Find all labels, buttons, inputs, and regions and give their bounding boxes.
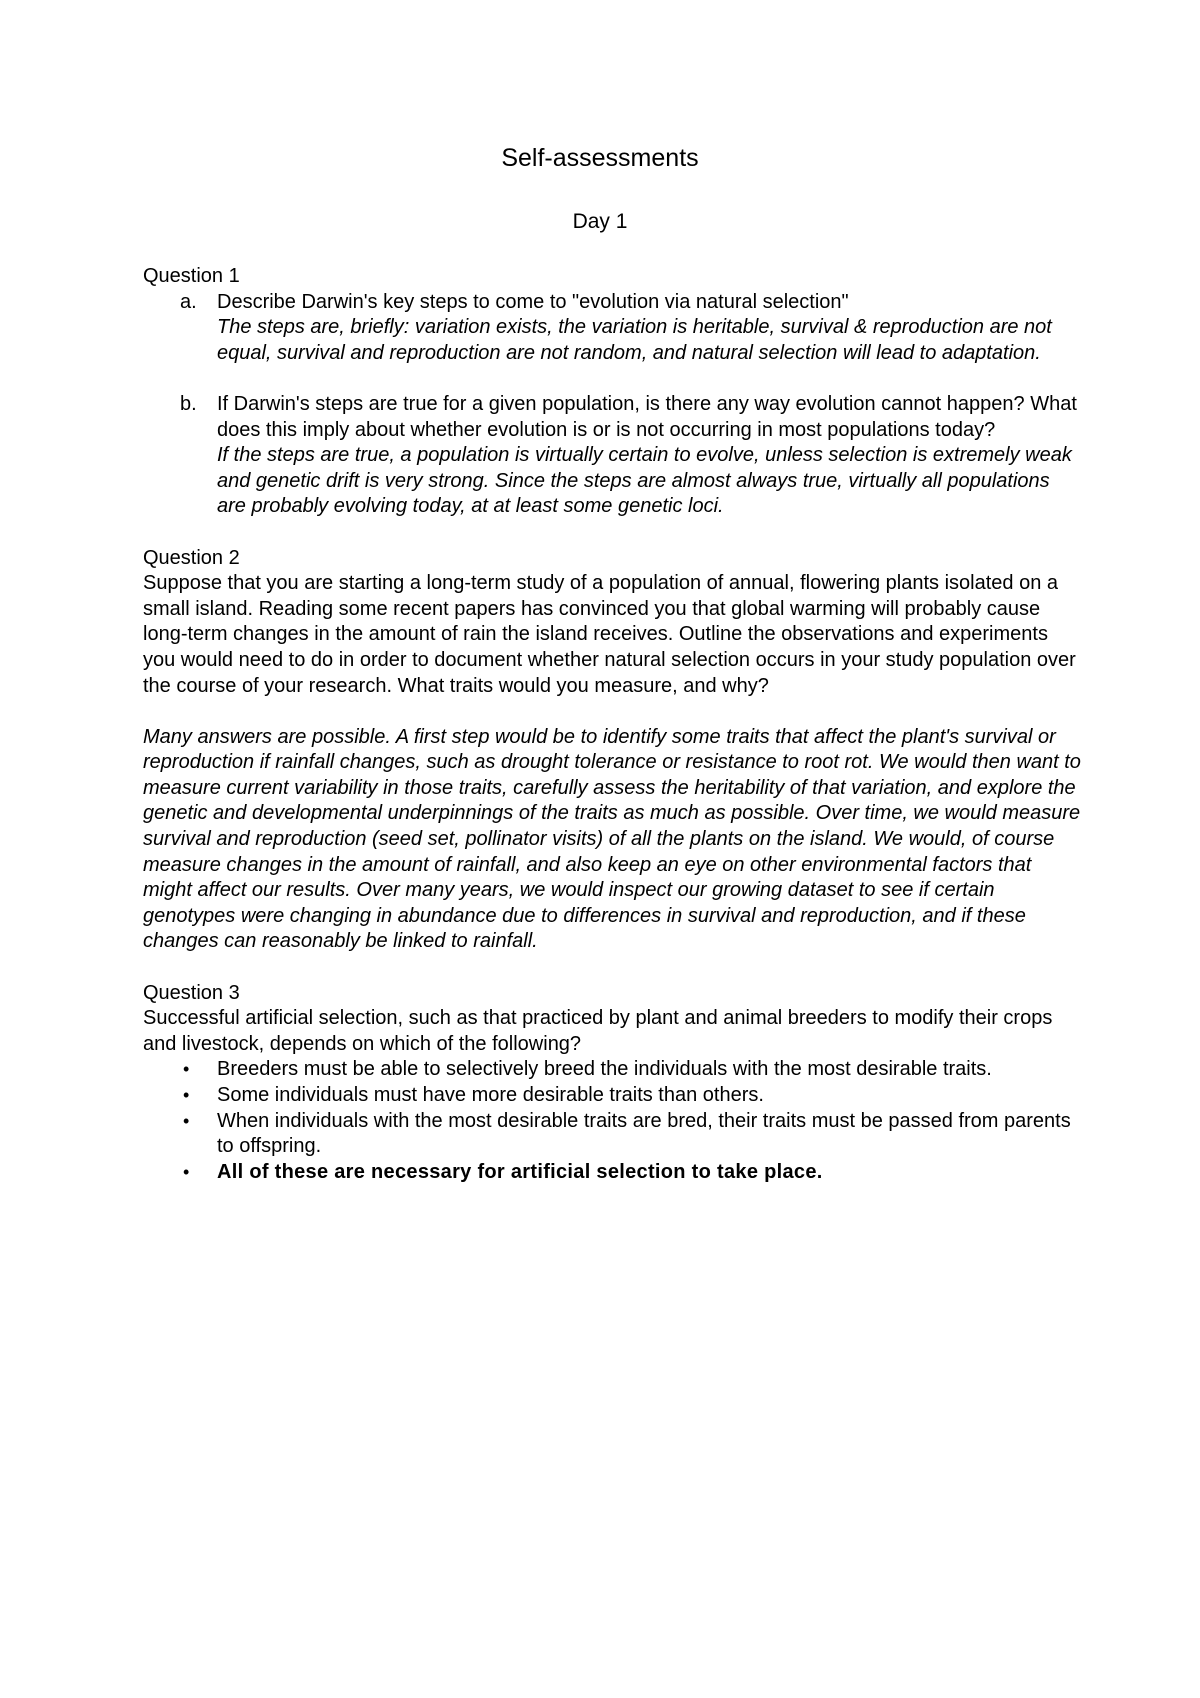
document-body <box>143 264 1083 1185</box>
spacer <box>143 699 1083 725</box>
question-1 <box>143 264 1083 520</box>
list-item-correct-answer <box>143 1160 1083 1186</box>
question-2-prompt: Suppose that you are starting a long-term study of a population of annual, flowering plants isolated on a small island. Reading some recent papers has convinced you that global warming will probably cause long-term changes in the amount of rain the island receives. Outline the observations and experiments you would need to do in order to document whether natural selection occurs in your study population over the course of your research. What traits would you measure, and why? <box>143 572 1076 697</box>
question-1a-answer: The steps are, briefly: variation exists, the variation is heritable, survival & reproduction are not equal, survival and reproduction are not random, and natural selection will lead to adaptation. <box>217 316 1052 364</box>
question-1b <box>143 392 1083 520</box>
question-2-answer: Many answers are possible. A first step would be to identify some traits that affect the plant's survival or reproduction if rainfall changes, such as drought tolerance or resistance to root rot. We would then want to measure current variability in those traits, carefully assess the heritability of that variation, and explore the genetic and developmental underpinnings of the traits as much as possible. Over time, we would measure survival and reproduction (seed set, pollinator visits) of all the plants on the island. We would, of course measure changes in the amount of rainfall, and also keep an eye on other environmental factors that might affect our results. Over many years, we would inspect our growing dataset to see if certain genotypes were changing in abundance due to differences in survival and reproduction, and if these changes can reasonably be linked to rainfall. <box>143 725 1081 953</box>
bullet-icon: • <box>183 1110 190 1131</box>
question-1b-marker: b. <box>180 392 197 415</box>
question-1b-answer: If the steps are true, a population is virtually certain to evolve, unless selection is extremely weak and genetic drift is very strong. Since the steps are almost always true, virtually all populations are probably evolving today, at at least some genetic loci. <box>217 444 1072 518</box>
list-item <box>143 1057 1083 1083</box>
option-text: Some individuals must have more desirable traits than others. <box>217 1084 764 1106</box>
question-1-heading: Question 1 <box>143 265 240 287</box>
question-2-heading: Question 2 <box>143 546 240 569</box>
option-text: Breeders must be able to selectively breed the individuals with the most desirable traits. <box>217 1058 992 1081</box>
question-1a <box>143 290 1083 367</box>
spacer <box>143 955 1083 981</box>
question-3 <box>143 981 1083 1186</box>
question-1a-prompt: Describe Darwin's key steps to come to "evolution via natural selection" <box>217 290 849 313</box>
list-item <box>143 1109 1083 1160</box>
list-item <box>143 1083 1083 1109</box>
option-text-correct: All of these are necessary for artificial selection to take place. <box>217 1160 823 1183</box>
document-title: Self-assessments <box>501 144 699 172</box>
question-3-prompt: Successful artificial selection, such as that practiced by plant and animal breeders to modify their crops and livestock, depends on which of the following? <box>143 1007 1053 1055</box>
question-3-heading: Question 3 <box>143 981 240 1004</box>
option-text: When individuals with the most desirable traits are bred, their traits must be passed from parents to offspring. <box>217 1109 1071 1158</box>
spacer <box>143 520 1083 546</box>
bullet-icon: • <box>183 1161 190 1182</box>
bullet-icon: • <box>183 1085 190 1105</box>
day-heading: Day 1 <box>572 210 628 233</box>
question-1b-prompt: If Darwin's steps are true for a given population, is there any way evolution cannot happen? What does this imply about whether evolution is or is not occurring in most populations today? <box>217 392 1077 441</box>
bullet-icon: • <box>183 1059 190 1080</box>
question-2 <box>143 546 1083 956</box>
spacer <box>143 366 1083 392</box>
question-1a-marker: a. <box>180 290 197 313</box>
